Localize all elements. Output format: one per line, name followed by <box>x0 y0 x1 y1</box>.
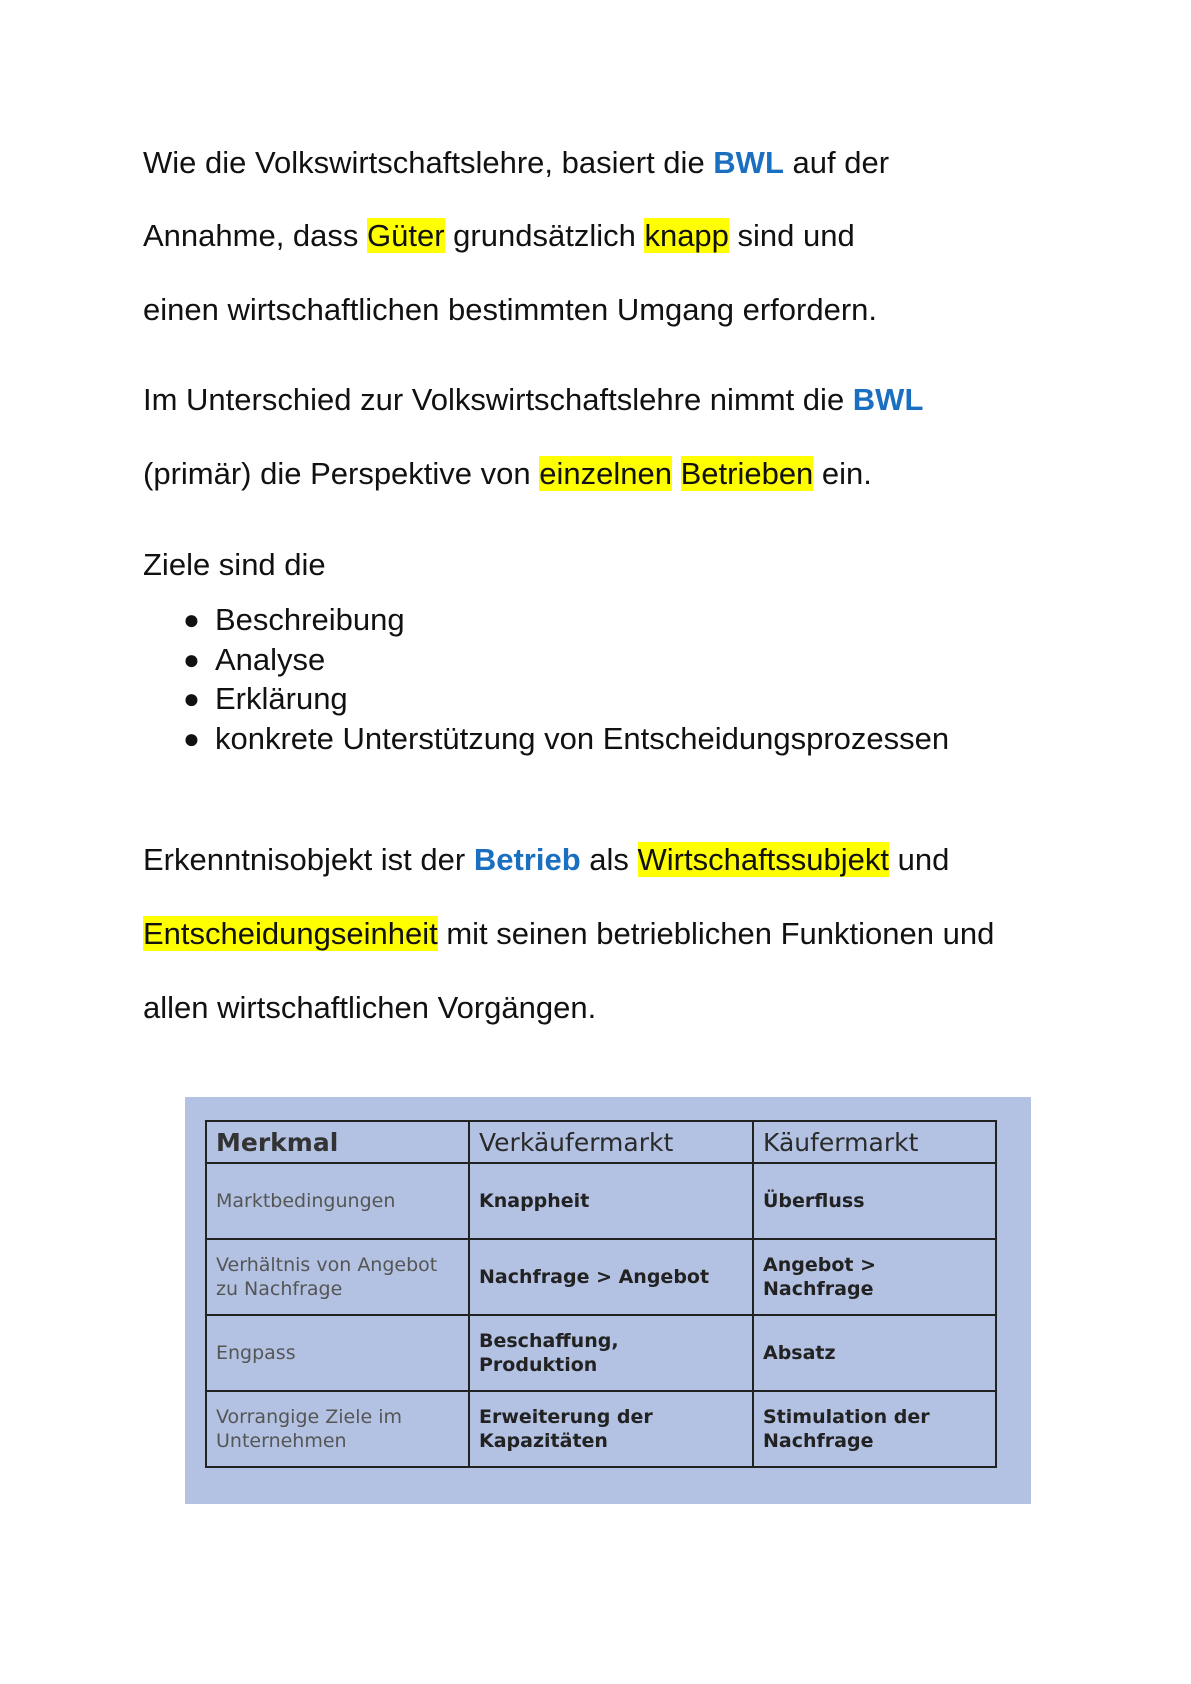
list-item-text: Beschreibung <box>215 602 405 637</box>
cell-text: Angebot > Nachfrage <box>763 1254 876 1300</box>
text-span: Wie die Volkswirtschaftslehre, basiert die <box>143 145 714 180</box>
text-span: einen wirtschaftlichen bestimmten Umgang erfordern. <box>143 292 878 327</box>
cell-text: Kapazitäten <box>479 1430 608 1452</box>
table-row <box>206 1315 996 1391</box>
text-span: Erkenntnisobjekt ist der <box>143 842 474 877</box>
buyer-market-cell <box>753 1163 996 1239</box>
row-label-cell <box>206 1315 469 1391</box>
market-comparison-table-panel <box>185 1097 1031 1504</box>
list-item <box>143 640 949 680</box>
text-span: mit seinen betrieblichen Funktionen und <box>437 916 995 951</box>
keyword-bwl: BWL <box>852 382 924 417</box>
list-item-text: konkrete Unterstützung von Entscheidungsprozessen <box>215 720 950 756</box>
highlight-einzelnen: einzelnen <box>539 456 672 491</box>
para1-line3 <box>143 290 877 330</box>
seller-market-cell <box>469 1315 753 1391</box>
row-label-cell <box>206 1391 469 1467</box>
cell-text: Absatz <box>763 1342 836 1364</box>
text-span: (primär) die Perspektive von <box>143 456 540 491</box>
highlight-gueter: Güter <box>367 218 445 253</box>
seller-market-cell <box>469 1163 753 1239</box>
para1-line2 <box>143 216 855 256</box>
row-label-cell <box>206 1163 469 1239</box>
text-span: Im Unterschied zur Volkswirtschaftslehre nimmt die <box>143 382 853 417</box>
goals-list <box>143 600 949 758</box>
list-item <box>143 600 949 640</box>
header-verkaeufermarkt: Verkäufermarkt <box>469 1121 753 1163</box>
text-span: sind und <box>728 218 855 253</box>
cell-text: Vorrangige Ziele im <box>216 1406 403 1428</box>
text-span <box>672 456 681 491</box>
list-item <box>143 679 949 719</box>
text-span: und <box>889 842 950 877</box>
table-row <box>206 1163 996 1239</box>
keyword-bwl: BWL <box>713 145 784 180</box>
bullet-icon: ● <box>183 722 200 754</box>
list-item-text: Analyse <box>215 641 326 677</box>
para3-line1 <box>143 840 949 880</box>
header-kaeufermarkt: Käufermarkt <box>753 1121 996 1163</box>
cell-text: zu Nachfrage <box>216 1278 343 1300</box>
para1-line1 <box>143 143 889 183</box>
highlight-knapp: knapp <box>644 218 729 253</box>
buyer-market-cell <box>753 1239 996 1315</box>
cell-text: Beschaffung, Produktion <box>479 1330 619 1376</box>
list-item-text: Erklärung <box>215 681 348 716</box>
cell-text: Stimulation der <box>763 1406 930 1428</box>
bullet-icon: ● <box>183 643 200 675</box>
buyer-market-cell <box>753 1315 996 1391</box>
row-label-cell <box>206 1239 469 1315</box>
cell-text: Engpass <box>216 1342 296 1364</box>
cell-text: Knappheit <box>479 1190 590 1212</box>
para2-line2 <box>143 454 872 494</box>
list-item <box>143 719 949 759</box>
buyer-market-cell <box>753 1391 996 1467</box>
keyword-betrieb: Betrieb <box>473 842 581 877</box>
table-header-row <box>206 1121 996 1163</box>
cell-text: Überfluss <box>763 1190 865 1212</box>
text-span: auf der <box>783 145 890 180</box>
cell-text: Verhältnis von Angebot <box>216 1254 438 1276</box>
cell-text: Nachfrage <box>763 1430 874 1452</box>
cell-text: Unternehmen <box>216 1430 347 1452</box>
text-span: allen wirtschaftlichen Vorgängen. <box>143 990 597 1025</box>
table-body <box>206 1163 996 1467</box>
cell-text: Erweiterung der <box>479 1406 653 1428</box>
para3-line2 <box>143 914 994 954</box>
highlight-betrieben: Betrieben <box>680 456 814 491</box>
market-comparison-table <box>205 1120 997 1468</box>
goals-intro: Ziele sind die <box>143 547 326 582</box>
text-span: als <box>580 842 638 877</box>
header-merkmal: Merkmal <box>206 1121 469 1163</box>
para3-line3 <box>143 988 596 1028</box>
seller-market-cell <box>469 1239 753 1315</box>
cell-text: Nachfrage > Angebot <box>479 1266 710 1288</box>
text-span: Annahme, dass <box>143 218 368 253</box>
table-row <box>206 1391 996 1467</box>
cell-text: Marktbedingungen <box>216 1190 396 1212</box>
seller-market-cell <box>469 1391 753 1467</box>
para2-line1 <box>143 380 923 420</box>
table-row <box>206 1239 996 1315</box>
bullet-icon: ● <box>183 683 200 714</box>
bullet-icon: ● <box>183 604 200 635</box>
text-span: grundsätzlich <box>444 218 645 253</box>
text-span: ein. <box>813 456 872 491</box>
highlight-wirtschaftssubjekt: Wirtschaftssubjekt <box>637 842 890 877</box>
highlight-entscheidungseinheit: Entscheidungseinheit <box>143 916 438 951</box>
